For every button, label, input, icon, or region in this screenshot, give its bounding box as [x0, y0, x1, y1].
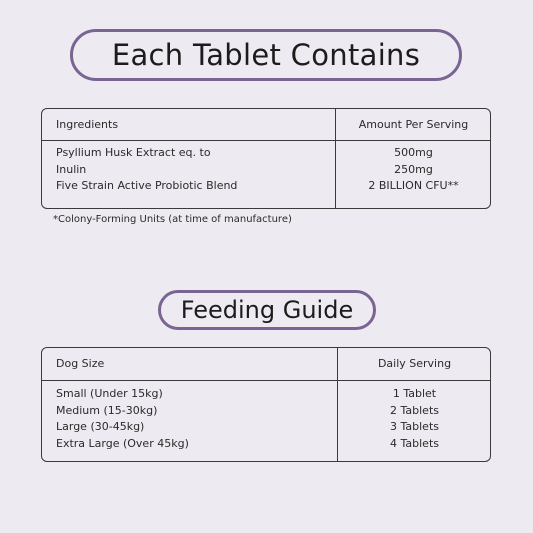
feeding-table — [41, 347, 491, 462]
ingredient-names — [56, 145, 237, 195]
dog-sizes — [56, 386, 189, 452]
dog-size-header: Dog Size — [56, 357, 105, 370]
dog-size: Extra Large (Over 45kg) — [56, 436, 189, 450]
daily-serving: 4 Tablets — [390, 436, 439, 450]
amount-header: Amount Per Serving — [358, 118, 469, 131]
ingredients-header: Ingredients — [56, 118, 119, 131]
daily-serving: 2 Tablets — [390, 403, 439, 417]
ingredients-table — [41, 108, 491, 209]
footnote: *Colony-Forming Units (at time of manufacture) — [53, 214, 292, 225]
dog-size: Medium (15-30kg) — [56, 403, 158, 417]
ingredient-amounts — [335, 145, 492, 195]
daily-servings — [337, 386, 492, 452]
tablet-title: Each Tablet Contains — [70, 29, 462, 81]
ingredient-name: Psyllium Husk Extract eq. to — [56, 146, 211, 159]
ingredient-amount: 500mg — [394, 146, 433, 159]
ingredient-name: Inulin — [56, 162, 87, 176]
ingredient-name: Five Strain Active Probiotic Blend — [56, 179, 238, 192]
ingredient-amount: 2 BILLION CFU** — [368, 179, 459, 192]
daily-serving: 1 Tablet — [392, 387, 437, 400]
header-divider — [42, 380, 490, 381]
daily-serving: 3 Tablets — [390, 420, 439, 433]
ingredient-amount: 250mg — [394, 162, 433, 176]
dog-size: Small (Under 15kg) — [56, 387, 163, 400]
header-divider — [42, 140, 490, 141]
daily-serving-header: Daily Serving — [377, 357, 452, 370]
feeding-title: Feeding Guide — [158, 290, 376, 330]
dog-size: Large (30-45kg) — [56, 420, 145, 433]
